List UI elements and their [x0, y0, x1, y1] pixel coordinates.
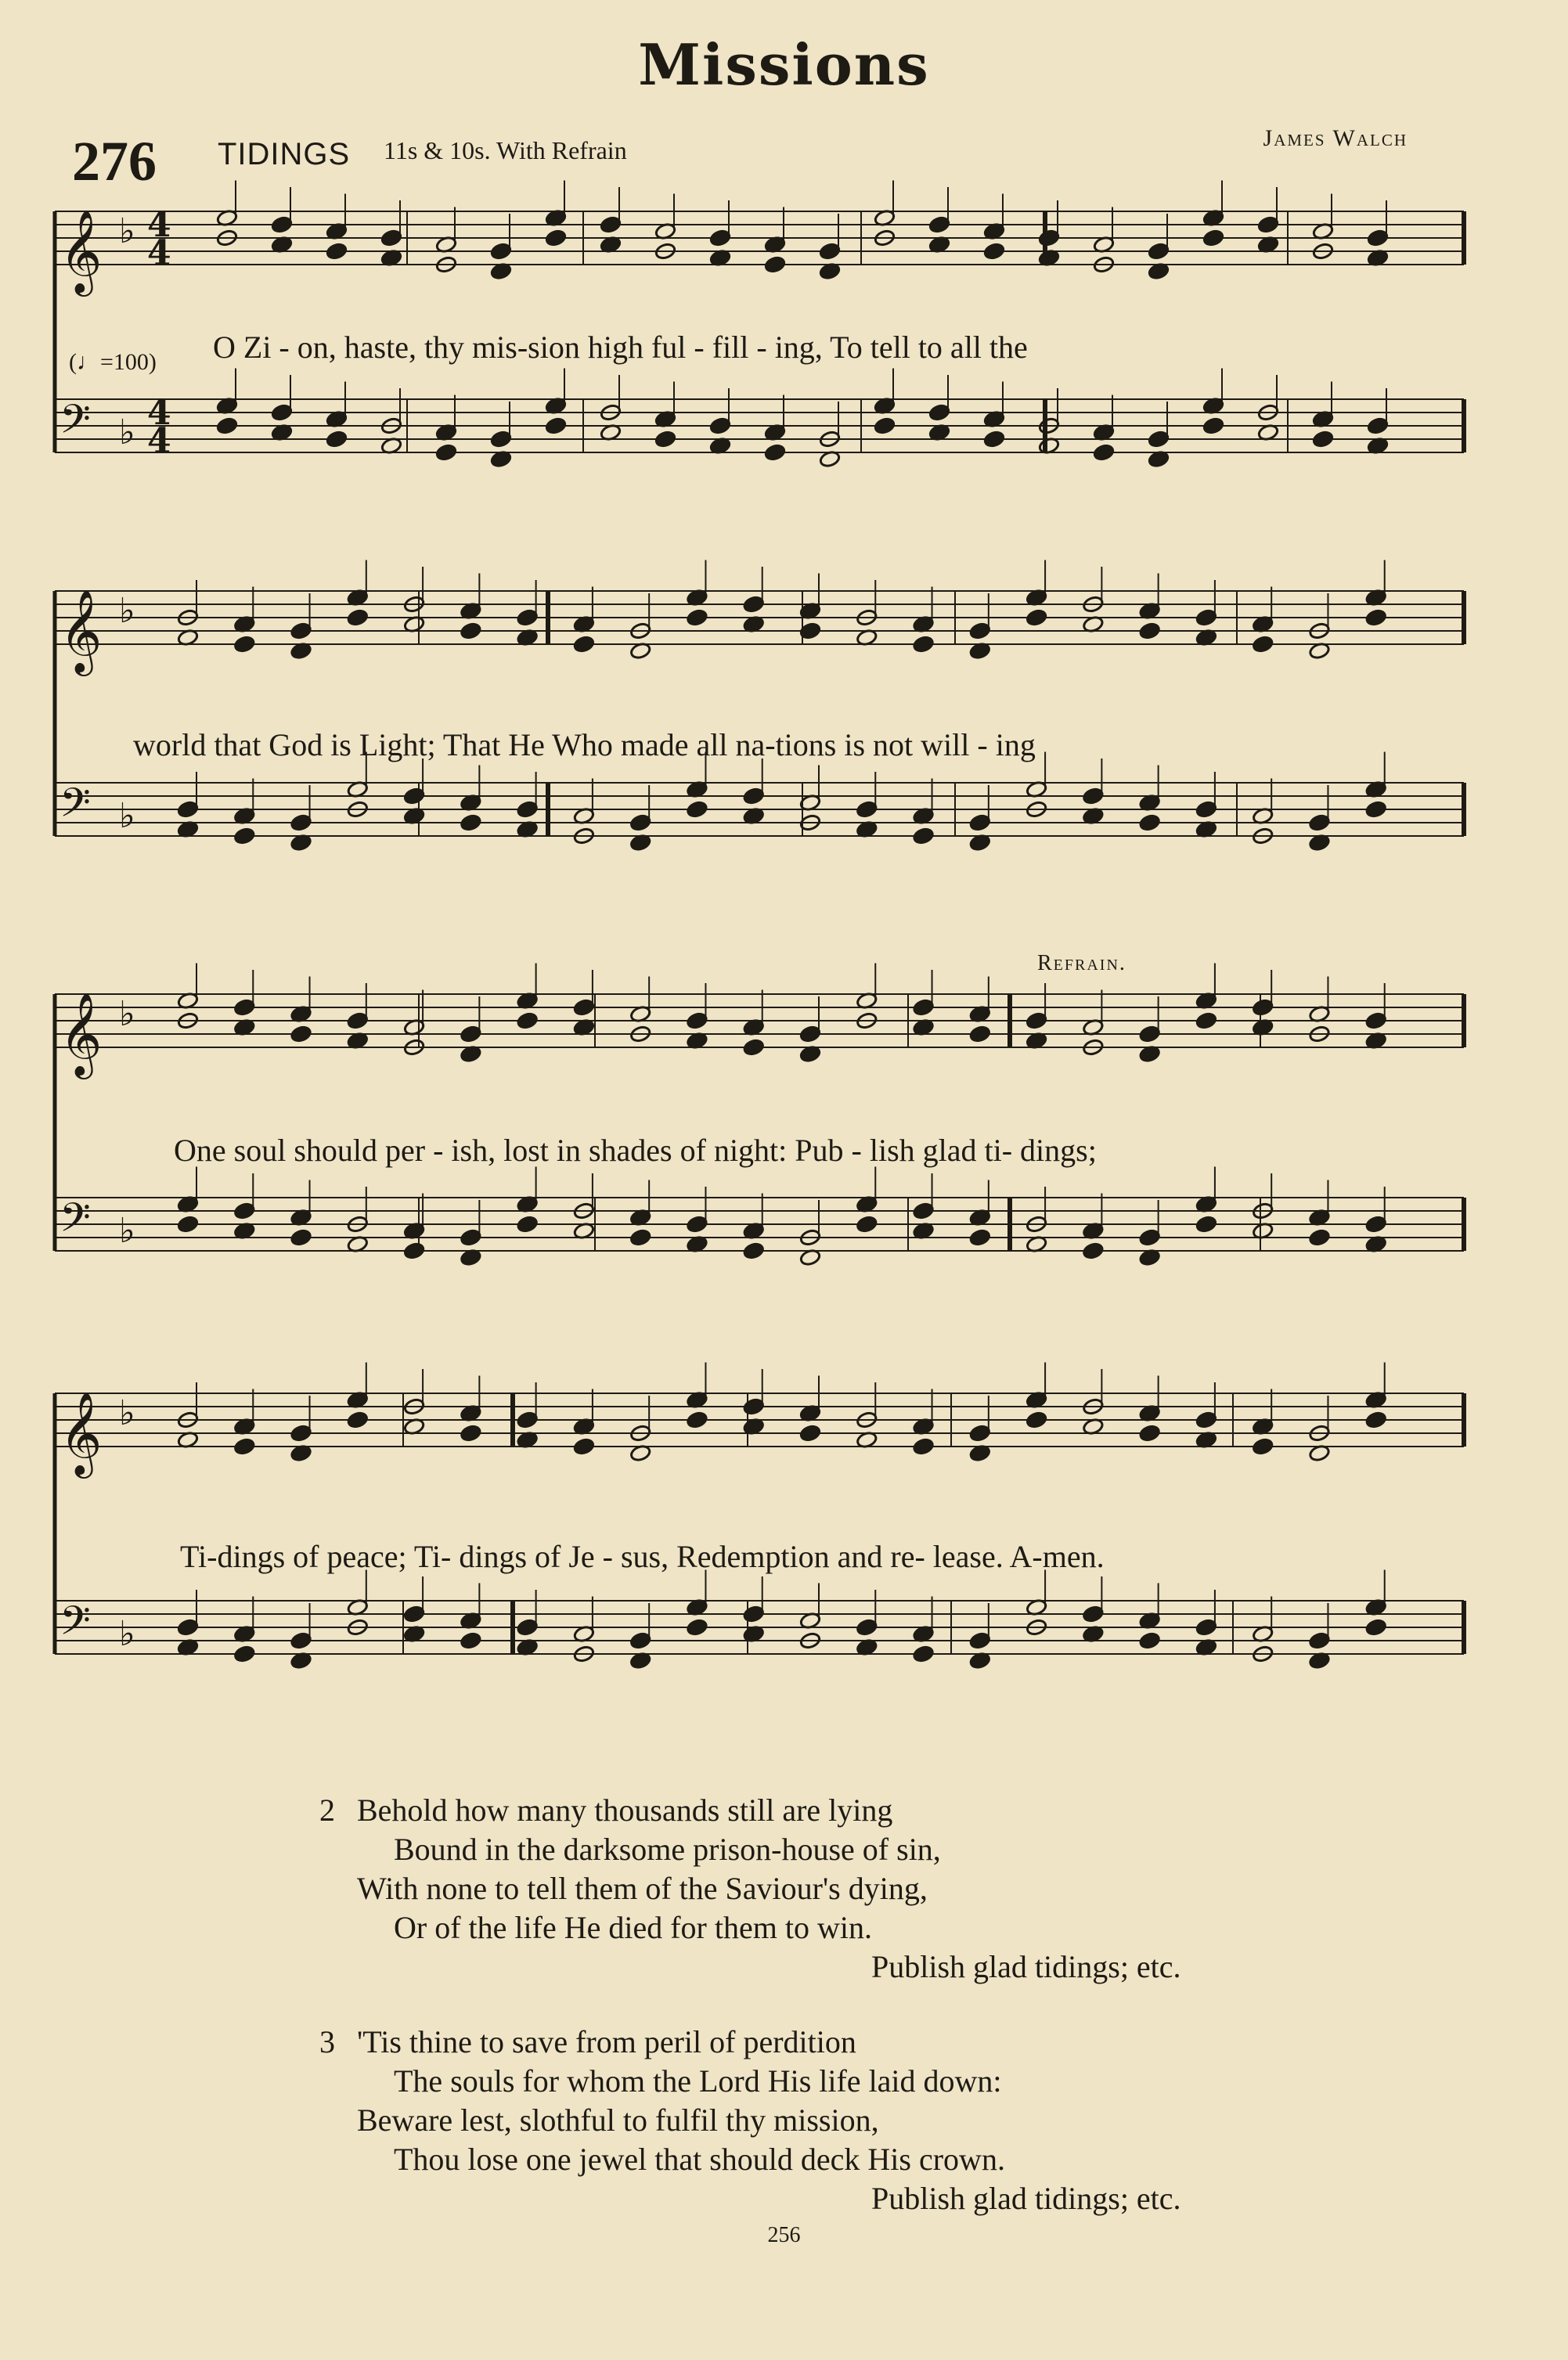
notehead [629, 813, 651, 831]
system-4-bass-clef: 𝄢 [59, 1597, 91, 1654]
notehead [1148, 430, 1170, 448]
hymn-number: 276 [72, 130, 157, 193]
notehead [1195, 1011, 1217, 1029]
notehead [1367, 416, 1389, 434]
notehead [819, 242, 841, 260]
notehead [1365, 1618, 1387, 1636]
section-title: Missions [638, 31, 930, 98]
notehead [545, 416, 567, 434]
notehead [913, 998, 935, 1016]
notehead [743, 1038, 765, 1056]
verse-3-line-3: Beware lest, slothful to fulfil thy mission, [357, 2102, 879, 2138]
notehead [517, 1618, 539, 1636]
notehead [969, 1424, 991, 1442]
notehead [686, 1215, 708, 1233]
notehead [290, 1025, 312, 1043]
notehead [764, 255, 786, 273]
notehead [271, 403, 293, 421]
notehead [233, 998, 255, 1016]
verse-3-refrain: Publish glad tidings; etc. [871, 2181, 1181, 2216]
system-1-bass-clef: 𝄢 [59, 395, 91, 452]
notehead [743, 1241, 765, 1259]
notehead [347, 1011, 369, 1029]
notehead [177, 1618, 199, 1636]
notehead [629, 1228, 651, 1246]
system-3-treble-key-flat: ♭ [119, 994, 135, 1034]
notehead [1026, 608, 1047, 626]
notehead [1139, 1631, 1161, 1649]
notehead [743, 595, 765, 613]
notehead [709, 229, 731, 247]
notehead [1308, 813, 1330, 831]
notehead [1082, 1605, 1104, 1623]
notehead [1308, 1631, 1330, 1649]
notehead [233, 1645, 255, 1663]
notehead [799, 1025, 821, 1043]
notehead [1082, 787, 1104, 805]
notehead [1195, 1618, 1217, 1636]
verse-2-line-4: Or of the life He died for them to win. [394, 1910, 872, 1945]
verse-2-number: 2 [319, 1793, 335, 1828]
notehead [460, 1228, 481, 1246]
notehead [709, 416, 731, 434]
system-3-treble-clef: 𝄞 [59, 992, 103, 1076]
notehead [743, 1397, 765, 1415]
notehead [983, 430, 1005, 448]
notehead [1139, 622, 1161, 640]
notehead [913, 1437, 935, 1455]
verse-3-line-1: 'Tis thine to save from peril of perdition [357, 2024, 856, 2059]
notehead [326, 242, 348, 260]
notehead [517, 1215, 539, 1233]
notehead [1139, 1025, 1161, 1043]
notehead [1026, 1011, 1047, 1029]
notehead [290, 1631, 312, 1649]
notehead [600, 215, 622, 233]
notehead [856, 1618, 878, 1636]
notehead [1365, 1215, 1387, 1233]
notehead [1195, 608, 1217, 626]
notehead [403, 1605, 425, 1623]
notehead [969, 813, 991, 831]
verse-3-line-4: Thou lose one jewel that should deck His crown. [394, 2142, 1005, 2177]
system-4-treble-key-flat: ♭ [119, 1393, 135, 1433]
notehead [460, 1424, 481, 1442]
notehead [1038, 229, 1060, 247]
system-1-lyrics: O Zi - on, haste, thy mis-sion high ful - fill - ing, To tell to all the [213, 330, 1028, 365]
refrain-label: Refrain. [1037, 951, 1126, 975]
time-signature-top: 4 [147, 393, 171, 433]
notehead [1082, 1241, 1104, 1259]
notehead [686, 1411, 708, 1429]
notehead [290, 1228, 312, 1246]
notehead [1195, 800, 1217, 818]
notehead [435, 443, 457, 461]
verse-3-line-2: The souls for whom the Lord His life laid down: [394, 2063, 1002, 2099]
notehead [233, 635, 255, 653]
verse-2-line-2: Bound in the darksome prison-house of sin, [394, 1832, 941, 1867]
notehead [517, 1411, 539, 1429]
system-2-treble-key-flat: ♭ [119, 591, 135, 631]
notehead [856, 1215, 878, 1233]
notehead [686, 800, 708, 818]
notehead [1257, 215, 1279, 233]
notehead [799, 1424, 821, 1442]
notehead [686, 1618, 708, 1636]
verse-2 [319, 1791, 1181, 1987]
notehead [573, 635, 595, 653]
notehead [928, 215, 950, 233]
system-1-treble-key-flat: ♭ [119, 211, 135, 251]
system-3-bass-key-flat: ♭ [119, 1211, 135, 1251]
notehead [347, 1411, 369, 1429]
system-2-bass-clef: 𝄢 [59, 779, 91, 836]
notehead [913, 1645, 935, 1663]
page-number: 256 [767, 2223, 801, 2247]
notehead [1139, 1424, 1161, 1442]
notehead [290, 813, 312, 831]
notehead [1195, 1215, 1217, 1233]
notehead [271, 215, 293, 233]
tempo-marking: (♩=100) [69, 349, 157, 375]
system-2-lyrics: world that God is Light; That He Who made all na-tions is not will - ing [133, 727, 1036, 762]
notehead [573, 998, 595, 1016]
notehead [856, 800, 878, 818]
verse-2-refrain: Publish glad tidings; etc. [871, 1949, 1181, 1984]
notehead [743, 787, 765, 805]
meter: 11s & 10s. With Refrain [384, 136, 627, 164]
notehead [913, 827, 935, 845]
notehead [326, 430, 348, 448]
verse-3-number: 3 [319, 2024, 335, 2059]
notehead [1365, 800, 1387, 818]
notehead [1195, 1411, 1217, 1429]
notehead [1365, 1411, 1387, 1429]
time-signature-top: 4 [147, 205, 171, 245]
notehead [573, 1437, 595, 1455]
system-3-bass-clef: 𝄢 [59, 1194, 91, 1251]
notehead [517, 1011, 539, 1029]
notehead [177, 1215, 199, 1233]
notehead [913, 635, 935, 653]
system-4-bass-key-flat: ♭ [119, 1614, 135, 1654]
notehead [1252, 635, 1274, 653]
notehead [1365, 1011, 1387, 1029]
notehead [233, 1437, 255, 1455]
system-4-treble-clef: 𝄞 [59, 1391, 103, 1475]
system-1-treble-clef: 𝄞 [59, 209, 103, 293]
notehead [1367, 229, 1389, 247]
notehead [928, 403, 950, 421]
system-2-bass-key-flat: ♭ [119, 796, 135, 836]
notehead [969, 622, 991, 640]
system-1-bass-key-flat: ♭ [119, 413, 135, 452]
notehead [517, 608, 539, 626]
notehead [686, 608, 708, 626]
notehead [290, 622, 312, 640]
notehead [347, 608, 369, 626]
notehead [913, 1202, 935, 1220]
notehead [1202, 229, 1224, 247]
verse-3 [319, 2023, 1181, 2218]
notehead [177, 800, 199, 818]
notehead [969, 1025, 991, 1043]
notehead [1202, 416, 1224, 434]
notehead [1026, 1411, 1047, 1429]
notehead [1139, 813, 1161, 831]
notehead [380, 229, 402, 247]
notehead [969, 1631, 991, 1649]
notehead [216, 416, 238, 434]
notehead [983, 242, 1005, 260]
notehead [1093, 443, 1115, 461]
verse-2-line-3: With none to tell them of the Saviour's dying, [357, 1871, 928, 1906]
notehead [490, 430, 512, 448]
system-2-treble-clef: 𝄞 [59, 589, 103, 672]
notehead [1312, 430, 1334, 448]
notehead [1308, 1228, 1330, 1246]
composer: James Walch [1263, 125, 1408, 151]
system-3-lyrics: One soul should per - ish, lost in shades of night: Pub - lish glad ti- dings; [174, 1133, 1097, 1168]
notehead [1148, 242, 1170, 260]
notehead [1139, 1228, 1161, 1246]
notehead [743, 1605, 765, 1623]
notehead [233, 1202, 255, 1220]
notehead [460, 1631, 481, 1649]
notehead [517, 800, 539, 818]
notehead [764, 443, 786, 461]
notehead [403, 787, 425, 805]
time-signature-bottom: 4 [147, 421, 171, 461]
notehead [969, 1228, 991, 1246]
notehead [654, 430, 676, 448]
notehead [490, 242, 512, 260]
notehead [1252, 1437, 1274, 1455]
notehead [629, 1631, 651, 1649]
notehead [460, 813, 481, 831]
notehead [1252, 998, 1274, 1016]
verse-2-line-1: Behold how many thousands still are lying [357, 1793, 893, 1828]
notehead [545, 229, 567, 247]
notehead [233, 827, 255, 845]
notehead [403, 1241, 425, 1259]
system-4-lyrics: Ti-dings of peace; Ti- dings of Je - sus, Redemption and re- lease. A-men. [180, 1539, 1105, 1574]
notehead [1365, 608, 1387, 626]
notehead [874, 416, 896, 434]
notehead [290, 1424, 312, 1442]
tune-name: TIDINGS [218, 137, 351, 171]
time-signature-bottom: 4 [147, 233, 171, 273]
notehead [460, 1025, 481, 1043]
notehead [686, 1011, 708, 1029]
notehead [460, 622, 481, 640]
